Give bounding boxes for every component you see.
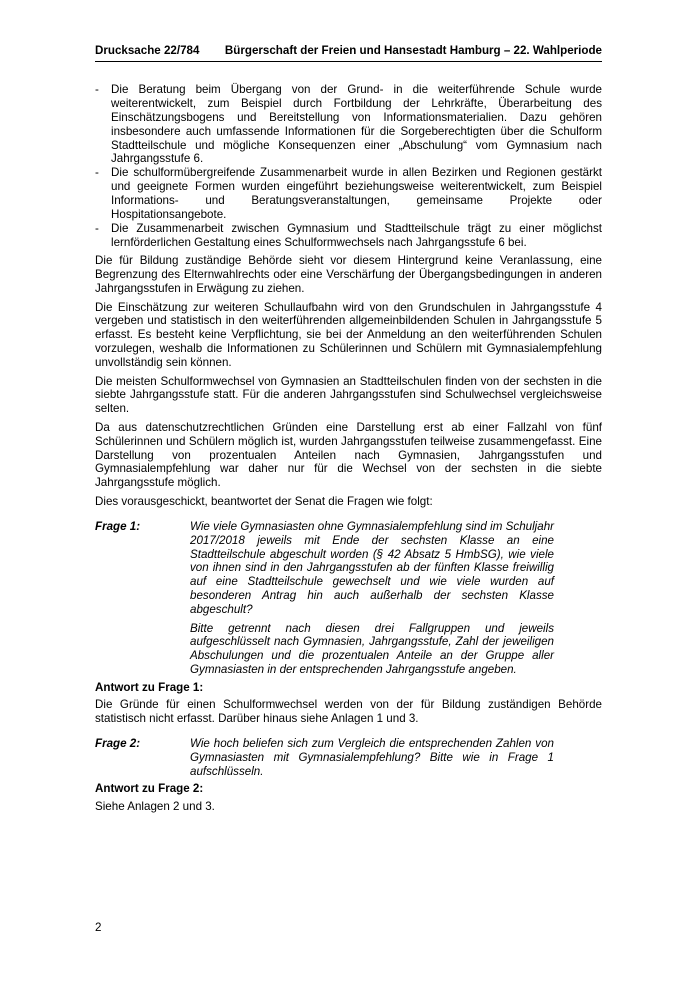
question-block-1 [95, 520, 602, 677]
question-1-text: Bitte getrennt nach diesen drei Fallgruppen und jeweils aufgeschlüsselt nach Gymnasien, Jahrgangsstufe, Zahl der jeweiligen Abschulungen und die prozentualen Anteile an der Gruppe aller Gymnasiasten in der entsprechenden Jahrgangsstufe angeben. [190, 621, 554, 677]
question-2-label: Frage 2: [95, 736, 141, 750]
body-paragraph: Da aus datenschutzrechtlichen Gründen eine Darstellung erst ab einer Fallzahl von fünf Schülerinnen und Schülern möglich ist, wurden Jahrgangsstufen teilweise zusammengefasst. Eine Darstellung von prozentualen Anteilen nach Gymnasien, Jahrgangsstufen und Gymnasialempfehlung war daher nur für die Wechsel von der sechsten in die siebte Jahrgangsstufe möglich. [95, 420, 602, 490]
question-1-text: Wie viele Gymnasiasten ohne Gymnasialempfehlung sind im Schuljahr 2017/2018 jeweils mit Ende der sechsten Klasse an eine Stadtteilschule abgeschult worden (§ 42 Absatz 5 HmbSG), wie viele von ihnen sind in den Jahrgangsstufen ab der fünften Klasse freiwillig auf eine Stadtteilschule gewechselt und wie viele wurden auf besonderen Antrag hin auch außerhalb der sechsten Klasse abgeschult? [190, 519, 554, 617]
bullet-list [95, 83, 602, 250]
body-paragraph: Die für Bildung zuständige Behörde sieht vor diesem Hintergrund keine Veranlassung, eine Begrenzung des Elternwahlrechts oder eine Verschärfung der Übergangsbedingungen in anderen Jahrgangsstufen in Erwägung zu ziehen. [95, 254, 602, 296]
bullet-text: Die Zusammenarbeit zwischen Gymnasium und Stadtteilschule trägt zu einer möglichst lernförderlichen Gestaltung eines Schulformwechsels nach Jahrgangsstufe 6 bei. [111, 221, 602, 249]
bullet-marker: - [95, 166, 99, 180]
doc-title: Bürgerschaft der Freien und Hansestadt Hamburg – 22. Wahlperiode [224, 44, 602, 57]
bullet-item [95, 222, 602, 250]
bullet-text: Die Beratung beim Übergang von der Grund- in die weiterführende Schule wurde weiterentwickelt, zum Beispiel durch Fortbildung der Lehrkräfte, Überarbeitung des Einschätzungsbogens und Bereitstellung von Informationsmaterialien. Dazu gehören insbesondere auch umfassende Informationen für die Sorgeberechtigten über die Schulform Stadtteilschule und mögliche Konsequenzen einer „Abschulung“ vom Gymnasium nach Jahrgangsstufe 6. [111, 82, 602, 166]
answer-1-heading: Antwort zu Frage 1: [95, 680, 204, 694]
doc-number: Drucksache 22/784 [95, 44, 200, 57]
page-content [95, 44, 602, 813]
page-number: 2 [95, 921, 102, 934]
question-block-2 [95, 737, 602, 779]
bullet-item [95, 166, 602, 222]
question-1-label: Frage 1: [95, 519, 141, 533]
bullet-marker: - [95, 82, 99, 96]
bullet-text: Die schulformübergreifende Zusammenarbeit wurde in allen Bezirken und Regionen gestärkt und geeignete Formen wurden eingeführt beziehungsweise weiterentwickelt, zum Beispiel Informations- und Beratungsveranstaltungen, gemeinsame Projekte oder Hospitationsangebote. [111, 166, 602, 222]
answer-2-text: Siehe Anlagen 2 und 3. [95, 799, 215, 813]
question-2-text: Wie hoch beliefen sich zum Vergleich die entsprechenden Zahlen von Gymnasiasten mit Gymnasialempfehlung? Bitte wie in Frage 1 aufschlüsseln. [190, 736, 554, 778]
document-body [95, 83, 602, 814]
page-header [95, 44, 602, 62]
bullet-item [95, 83, 602, 166]
body-paragraph: Die Einschätzung zur weiteren Schullaufbahn wird von den Grundschulen in Jahrgangsstufe 4 vergeben und statistisch in den weiterführenden allgemeinbildenden Schulen in Jahrgangsstufe 5 erfasst. Es besteht keine Verpflichtung, sie bei der Anmeldung an den weiterführenden Schulen vorzulegen, weshalb die Informationen zu Schülerinnen und Schülern mit Gymnasialempfehlung unvollständig sein können. [95, 300, 602, 370]
answer-2-heading: Antwort zu Frage 2: [95, 782, 204, 796]
body-paragraph: Die meisten Schulformwechsel von Gymnasien an Stadtteilschulen finden von der sechsten in die siebte Jahrgangsstufe statt. Für die anderen Jahrgangsstufen sind Schulwechsel vergleichsweise selten. [95, 374, 602, 416]
intro-paragraph: Dies vorausgeschickt, beantwortet der Senat die Fragen wie folgt: [95, 494, 433, 508]
bullet-marker: - [95, 221, 99, 235]
answer-1-text: Die Gründe für einen Schulformwechsel werden von der für Bildung zuständigen Behörde statistisch nicht erfasst. Darüber hinaus siehe Anlagen 1 und 3. [95, 698, 602, 725]
